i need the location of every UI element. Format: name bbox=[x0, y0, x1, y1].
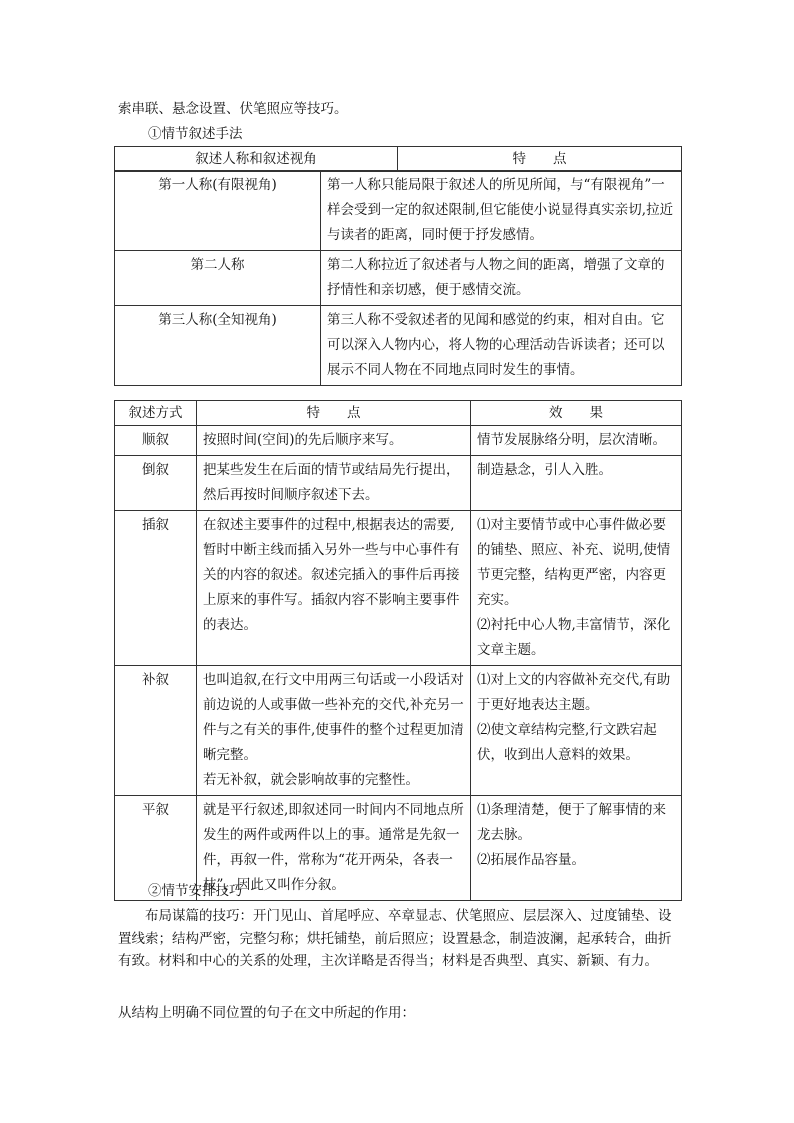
method-effect-cell bbox=[471, 511, 682, 666]
effect-item: 情节发展脉络分明，层次清晰。 bbox=[477, 432, 666, 448]
method-effect-cell bbox=[471, 456, 682, 511]
person-name-cell: 第三人称(全知视角) bbox=[115, 306, 321, 386]
method-feature-cell: 也叫追叙,在行文中用两三句话或一小段话对前边说的人或事做一些补充的交代,补充另一件与之有关的事件,使事件的整个过程更加清晰完整。 若无补叙，就会影响故事的完整性。 bbox=[197, 666, 471, 796]
method-feature-cell: 按照时间(空间)的先后顺序来写。 bbox=[197, 426, 471, 456]
closing-line: 从结构上明确不同位置的句子在文中所起的作用： bbox=[118, 1005, 415, 1021]
method-effect-cell bbox=[471, 796, 682, 901]
effect-item: ⑵衬托中心人物,丰富情节，深化文章主题。 bbox=[477, 617, 671, 658]
table-header-cell: 特 点 bbox=[398, 147, 682, 172]
method-feature-cell: 把某些发生在后面的情节或结局先行提出，然后再按时间顺序叙述下去。 bbox=[197, 456, 471, 511]
method-name-cell: 平叙 bbox=[115, 796, 197, 901]
effect-item: ⑵拓展作品容量。 bbox=[477, 852, 585, 868]
table-row bbox=[115, 251, 682, 306]
table-header-cell: 叙述人称和叙述视角 bbox=[115, 147, 398, 172]
table-row bbox=[115, 426, 682, 456]
effect-item: ⑵使文章结构完整,行文跌宕起伏，收到出人意料的效果。 bbox=[477, 722, 657, 763]
person-desc-cell: 第三人称不受叙述者的见闻和感觉的约束，相对自由。它可以深入人物内心，将人物的心理活动告诉读者；还可以展示不同人物在不同地点同时发生的事情。 bbox=[321, 306, 682, 386]
effect-item: ⑴条理清楚，便于了解事情的来龙去脉。 bbox=[477, 802, 666, 843]
section2-title: ②情节安排技巧 bbox=[148, 883, 243, 899]
table-row bbox=[115, 306, 682, 386]
table-row bbox=[115, 456, 682, 511]
table-row bbox=[115, 511, 682, 666]
method-feature-cell: 就是平行叙述,即叙述同一时间内不同地点所发生的两件或两件以上的事。通常是先叙一件，再叙一件，常称为“花开两朵，各表一枝”，因此又叫作分叙。 bbox=[197, 796, 471, 901]
table-header-cell: 叙述方式 bbox=[115, 401, 197, 426]
person-name-cell: 第一人称(有限视角) bbox=[115, 171, 321, 251]
table-row bbox=[115, 171, 682, 251]
effect-item: ⑴对主要情节或中心事件做必要的铺垫、照应、补充、说明,使情节更完整，结构更严密，内容更充实。 bbox=[477, 517, 671, 608]
method-effect-cell bbox=[471, 426, 682, 456]
intro-line: 索串联、悬念设置、伏笔照应等技巧。 bbox=[118, 101, 348, 117]
narrative-method-table bbox=[114, 400, 682, 901]
method-effect-cell bbox=[471, 666, 682, 796]
method-name-cell: 倒叙 bbox=[115, 456, 197, 511]
person-name-cell: 第二人称 bbox=[115, 251, 321, 306]
narrative-person-table-body bbox=[114, 170, 682, 386]
table-header-cell: 特 点 bbox=[197, 401, 471, 426]
effect-item: 制造悬念，引人入胜。 bbox=[477, 462, 612, 478]
method-name-cell: 插叙 bbox=[115, 511, 197, 666]
person-desc-cell: 第一人称只能局限于叙述人的所见所闻，与“有限视角”一样会受到一定的叙述限制,但它能使小说显得真实亲切,拉近与读者的距离，同时便于抒发感情。 bbox=[321, 171, 682, 251]
table-row bbox=[115, 666, 682, 796]
table-header-row bbox=[115, 401, 682, 426]
method-name-cell: 补叙 bbox=[115, 666, 197, 796]
narrative-person-table bbox=[114, 146, 682, 172]
body-paragraph: 布局谋篇的技巧：开门见山、首尾呼应、卒章显志、伏笔照应、层层深入、过度铺垫、设置线索；结构严密，完整匀称；烘托铺垫，前后照应；设置悬念，制造波澜，起承转合，曲折有致。材料和中心的关系的处理，主次详略是否得当；材料是否典型、真实、新颖、有力。 bbox=[118, 908, 672, 969]
person-desc-cell: 第二人称拉近了叙述者与人物之间的距离，增强了文章的抒情性和亲切感，便于感情交流。 bbox=[321, 251, 682, 306]
section1-title: ①情节叙述手法 bbox=[148, 126, 243, 142]
effect-item: ⑴对上文的内容做补充交代,有助于更好地表达主题。 bbox=[477, 672, 671, 713]
method-name-cell: 顺叙 bbox=[115, 426, 197, 456]
table-header-cell: 效 果 bbox=[471, 401, 682, 426]
method-feature-cell: 在叙述主要事件的过程中,根据表达的需要,暂时中断主线而插入另外一些与中心事件有关的内容的叙述。叙述完插入的事件后再接上原来的事件写。插叙内容不影响主要事件的表达。 bbox=[197, 511, 471, 666]
table-header-row bbox=[115, 147, 682, 172]
